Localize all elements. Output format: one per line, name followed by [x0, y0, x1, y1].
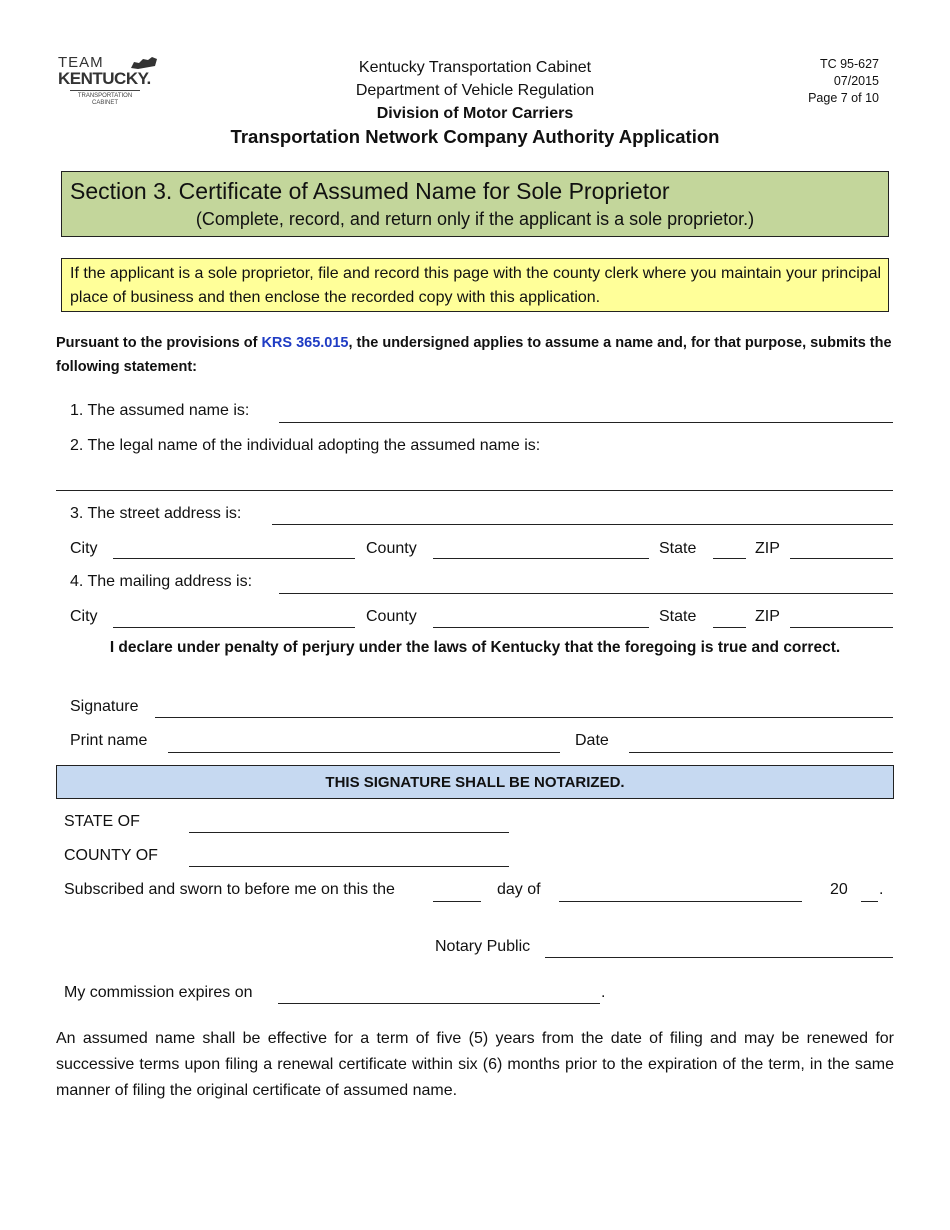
logo-team-text: TEAM [58, 54, 104, 71]
street-zip-field[interactable] [790, 558, 893, 559]
print-name-label: Print name [70, 732, 148, 749]
street-county-field[interactable] [433, 558, 649, 559]
form-number: TC 95-627 [819, 57, 879, 71]
page-number: Page 7 of 10 [808, 91, 879, 105]
closing-paragraph: An assumed name shall be effective for a term of five (5) years from the date of filing and may be renewed for successive terms upon filing a renewal certificate within six (6) months prior to the expiration of the term, in the same manner of filing the original certificate of assumed name. [56, 1030, 894, 1099]
intro-paragraph: Pursuant to the provisions of KRS 365.015, the undersigned applies to assume a name and, for that purpose, submits the following statement: [56, 335, 892, 375]
date-field[interactable] [629, 752, 893, 753]
mailing-city-field[interactable] [113, 627, 355, 628]
mailing-address-label: 4. The mailing address is: [70, 573, 253, 590]
sworn-period: . [879, 881, 884, 898]
header-agency: Kentucky Transportation Cabinet [358, 59, 592, 76]
instruction-notice [61, 258, 889, 312]
mailing-state-label: State [659, 608, 697, 625]
team-kentucky-logo [58, 56, 158, 108]
signature-field[interactable] [155, 717, 893, 718]
print-name-field[interactable] [168, 752, 560, 753]
perjury-declaration: I declare under penalty of perjury under the laws of Kentucky that the foregoing is true and correct. [109, 639, 841, 656]
notary-public-label: Notary Public [435, 938, 531, 955]
section-subtitle: (Complete, record, and return only if the applicant is a sole proprietor.) [195, 209, 755, 229]
mailing-zip-field[interactable] [790, 627, 893, 628]
street-county-label: County [366, 540, 417, 557]
logo-subtitle: TRANSPORTATION CABINET [70, 90, 140, 107]
legal-name-field[interactable] [56, 490, 893, 491]
assumed-name-field[interactable] [279, 422, 893, 423]
notary-banner [56, 765, 894, 799]
street-address-label: 3. The street address is: [70, 505, 242, 522]
mailing-zip-label: ZIP [755, 608, 780, 625]
state-of-field[interactable] [189, 832, 509, 833]
page-title: Transportation Network Company Authority Application [230, 126, 720, 147]
commission-field[interactable] [278, 1003, 600, 1004]
assumed-name-label: 1. The assumed name is: [70, 402, 250, 419]
county-of-label: COUNTY OF [64, 847, 158, 864]
sworn-month-field[interactable] [559, 901, 802, 902]
mailing-state-field[interactable] [713, 627, 746, 628]
day-of-label: day of [497, 881, 541, 898]
notary-public-field[interactable] [545, 957, 893, 958]
sworn-label: Subscribed and sworn to before me on this the [64, 881, 395, 898]
street-zip-label: ZIP [755, 540, 780, 557]
county-of-field[interactable] [189, 866, 509, 867]
header-division: Division of Motor Carriers [376, 105, 574, 122]
legal-name-label: 2. The legal name of the individual adopting the assumed name is: [70, 437, 541, 454]
section-title: Section 3. Certificate of Assumed Name for Sole Proprietor [70, 178, 670, 204]
mailing-county-field[interactable] [433, 627, 649, 628]
commission-label: My commission expires on [64, 984, 253, 1001]
street-state-field[interactable] [713, 558, 746, 559]
kentucky-state-icon [130, 56, 158, 70]
street-state-label: State [659, 540, 697, 557]
mailing-city-label: City [70, 608, 98, 625]
form-date: 07/2015 [833, 74, 879, 88]
street-address-field[interactable] [272, 524, 893, 525]
date-label: Date [575, 732, 609, 749]
notary-banner-text: THIS SIGNATURE SHALL BE NOTARIZED. [325, 774, 625, 791]
mailing-address-field[interactable] [279, 593, 893, 594]
year-prefix-label: 20 [830, 881, 848, 898]
commission-period: . [601, 984, 606, 1001]
sworn-day-field[interactable] [433, 901, 481, 902]
section-header [61, 171, 889, 237]
signature-label: Signature [70, 698, 139, 715]
header-department: Department of Vehicle Regulation [355, 82, 595, 99]
street-city-field[interactable] [113, 558, 355, 559]
logo-kentucky-text: KENTUCKY. [58, 69, 151, 88]
krs-link[interactable]: KRS 365.015 [261, 335, 349, 351]
mailing-county-label: County [366, 608, 417, 625]
street-city-label: City [70, 540, 98, 557]
notice-text: If the applicant is a sole proprietor, file and record this page with the county clerk where you maintain your principal place of business and then enclose the recorded copy with this application. [70, 265, 882, 306]
state-of-label: STATE OF [64, 813, 140, 830]
sworn-year-field[interactable] [861, 901, 878, 902]
